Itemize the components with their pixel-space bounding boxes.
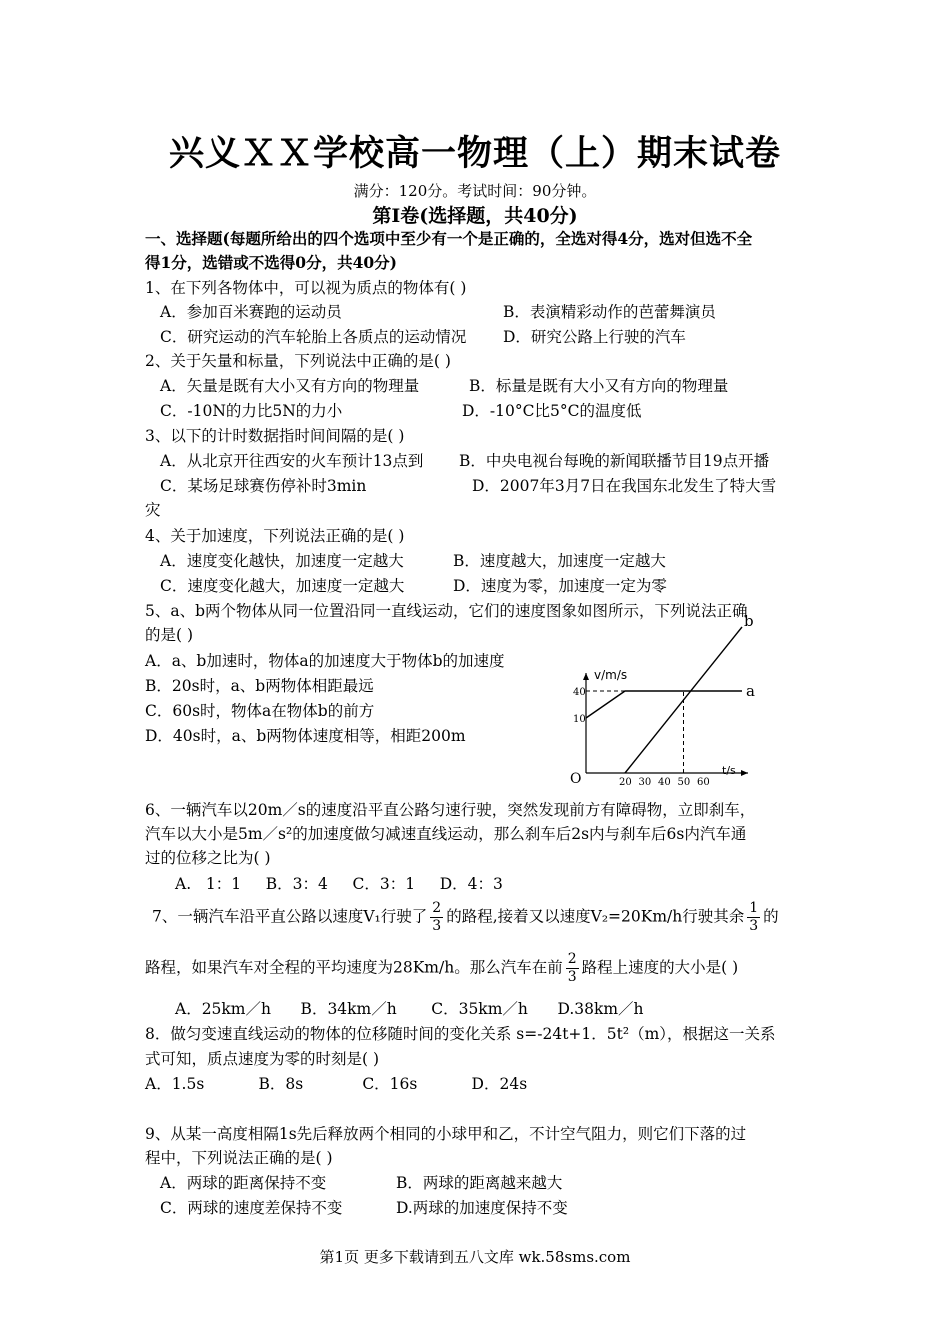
origin-label: O <box>570 771 582 785</box>
series-line-a <box>586 691 742 718</box>
q9-line1: 9、从某一高度相隔1s先后释放两个相同的小球甲和乙，不计空气阻力，则它们下落的过 <box>145 1125 747 1143</box>
q9-option-c: C．两球的速度差保持不变 <box>160 1199 343 1217</box>
y-axis-label: v/m/s <box>594 668 628 682</box>
fraction-two-thirds <box>566 951 579 986</box>
q4-option-c: C．速度变化越大，加速度一定越大 <box>160 577 405 595</box>
q4-option-b: B．速度越大，加速度一定越大 <box>453 552 666 570</box>
q7-text-1: 7、一辆汽车沿平直公路以速度V₁行驶了 <box>152 907 428 926</box>
q3-stem: 3、以下的计时数据指时间间隔的是( ) <box>145 427 405 445</box>
q7-text-2: 的路程,接着又以速度V₂=20Km/h行驶其余 <box>446 907 745 926</box>
q5-option-a: A．a、b加速时，物体a的加速度大于物体b的加速度 <box>145 652 505 670</box>
section-header-line1: 一、选择题(每题所给出的四个选项中至少有一个是正确的，全选对得4分，选对但选不全 <box>145 229 753 248</box>
q7-line1 <box>152 900 779 935</box>
q3-option-d-cont: 灾 <box>145 501 161 519</box>
q2-stem: 2、关于矢量和标量，下列说法中正确的是( ) <box>145 352 451 370</box>
q7-text-3: 的 <box>763 907 779 926</box>
x-axis-label: t/s <box>722 764 736 777</box>
q1-stem: 1、在下列各物体中，可以视为质点的物体有( ) <box>145 279 467 297</box>
part-title: 第Ⅰ卷(选择题，共40分) <box>372 205 578 227</box>
y-tick-label: 40 <box>573 687 586 698</box>
x-tick-label: 40 <box>658 777 671 785</box>
q8-line1: 8．做匀变速直线运动的物体的位移随时间的变化关系 s=-24t+1．5t²（m），根据这一关系 <box>145 1025 776 1043</box>
q9-option-a: A．两球的距离保持不变 <box>160 1174 327 1192</box>
q7-line2 <box>145 951 738 986</box>
q6-line3: 过的位移之比为( ) <box>145 849 271 867</box>
q3-option-d: D．2007年3月7日在我国东北发生了特大雪 <box>472 477 777 495</box>
q2-option-d: D．-10°C比5°C的温度低 <box>462 402 642 420</box>
y-axis-arrow-icon <box>583 673 589 680</box>
q2-option-b: B．标量是既有大小又有方向的物理量 <box>469 377 729 395</box>
q5-option-c: C．60s时，物体a在物体b的前方 <box>145 702 375 720</box>
fraction-denominator: 3 <box>749 918 759 934</box>
q3-option-a: A．从北京开往西安的火车预计13点到 <box>160 452 424 470</box>
q9-option-b: B．两球的距离越来越大 <box>396 1174 563 1192</box>
q4-option-a: A．速度变化越快，加速度一定越大 <box>160 552 404 570</box>
q7-options: A．25km／h B．34km／h C．35km／h D.38km／h <box>175 1000 644 1018</box>
x-tick-label: 20 <box>619 777 632 785</box>
series-label-b: b <box>744 615 754 630</box>
q3-option-b: B．中央电视台每晚的新闻联播节目19点开播 <box>459 452 770 470</box>
q4-stem: 4、关于加速度，下列说法正确的是( ) <box>145 527 405 545</box>
q1-option-d: D．研究公路上行驶的汽车 <box>503 328 686 346</box>
x-tick-label: 50 <box>677 777 691 785</box>
section-header-line2: 得1分，选错或不选得0分，共40分) <box>145 253 397 272</box>
fraction-one-third <box>747 900 760 935</box>
series-label-a: a <box>746 682 755 700</box>
x-axis-arrow-icon <box>741 770 748 776</box>
fraction-numerator: 2 <box>432 900 442 916</box>
q8-options: A．1.5s B．8s C．16s D．24s <box>145 1075 528 1093</box>
q1-option-c: C．研究运动的汽车轮胎上各质点的运动情况 <box>160 328 467 346</box>
q9-option-d: D.两球的加速度保持不变 <box>396 1199 568 1217</box>
q8-line2: 式可知，质点速度为零的时刻是( ) <box>145 1050 380 1068</box>
q9-line2: 程中，下列说法正确的是( ) <box>145 1149 333 1167</box>
fraction-numerator: 2 <box>567 951 577 967</box>
q1-option-a: A．参加百米赛跑的运动员 <box>160 303 342 321</box>
x-tick-label: 60 <box>697 777 710 785</box>
q2-option-c: C．-10N的力比5N的力小 <box>160 402 343 420</box>
q2-option-a: A．矢量是既有大小又有方向的物理量 <box>160 377 420 395</box>
q1-option-b: B．表演精彩动作的芭蕾舞演员 <box>503 303 716 321</box>
q6-options: A. 1：1 B．3：4 C．3：1 D．4：3 <box>175 875 503 893</box>
velocity-time-chart <box>560 615 770 785</box>
q6-line2: 汽车以大小是5m／s²的加速度做匀减速直线运动，那么刹车后2s内与刹车后6s内汽车通 <box>145 825 747 843</box>
q7-text-4: 路程，如果汽车对全程的平均速度为28Km/h。那么汽车在前 <box>145 958 563 977</box>
fraction-two-thirds <box>430 900 443 935</box>
fraction-denominator: 3 <box>567 969 577 985</box>
fraction-numerator: 1 <box>749 900 759 916</box>
q3-option-c: C．某场足球赛伤停补时3min <box>160 477 367 495</box>
q5-option-b: B．20s时，a、b两物体相距最远 <box>145 677 374 695</box>
fraction-denominator: 3 <box>432 918 442 934</box>
y-tick-label: 10 <box>573 714 586 725</box>
q6-line1: 6、一辆汽车以20m／s的速度沿平直公路匀速行驶，突然发现前方有障碍物，立即刹车， <box>145 801 756 819</box>
page-footer: 第1页 更多下载请到五八文库 wk.58sms.com <box>319 1248 631 1266</box>
q5-stem-line1: 5、a、b两个物体从同一位置沿同一直线运动，它们的速度图象如图所示，下列说法正确 <box>145 602 748 620</box>
exam-title: 兴义ＸＸ学校高一物理（上）期末试卷 <box>168 133 781 174</box>
exam-subtitle: 满分：120分。考试时间：90分钟。 <box>353 182 597 200</box>
q5-option-d: D．40s时，a、b两物体速度相等，相距200m <box>145 727 466 745</box>
q4-option-d: D．速度为零，加速度一定为零 <box>453 577 667 595</box>
q7-text-5: 路程上速度的大小是( ) <box>581 958 739 977</box>
q5-stem-line2: 的是( ) <box>145 626 194 644</box>
x-tick-label: 30 <box>638 777 652 785</box>
